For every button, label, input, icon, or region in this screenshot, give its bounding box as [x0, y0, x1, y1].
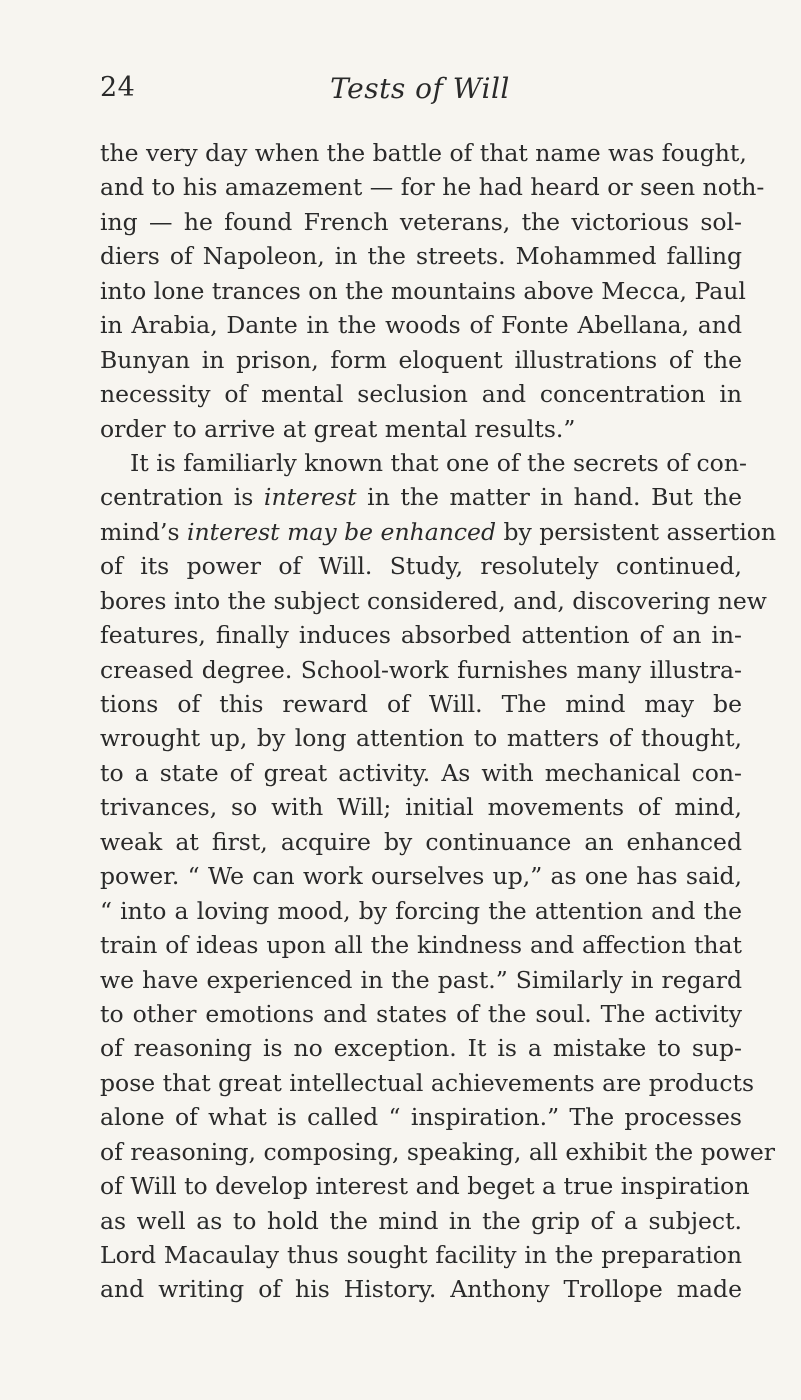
text-line: It is familiarly known that one of the secrets of con- [130, 448, 747, 477]
text-line: power. “ We can work ourselves up,” as one has said, [100, 862, 742, 891]
text-segment: centration is [100, 483, 264, 512]
text-segment: in the matter in hand. But the [356, 483, 743, 512]
text-line: order to arrive at great mental results.” [100, 414, 576, 443]
text-line: the very day when the battle of that name was fought, [100, 139, 747, 167]
text-line: of reasoning is no exception. It is a mistake to sup- [100, 1034, 742, 1063]
text-line [100, 480, 742, 514]
text-line: necessity of mental seclusion and concentration in [100, 380, 742, 409]
text-line: alone of what is called “ inspiration.” The processes [100, 1103, 742, 1132]
text-line [100, 515, 776, 549]
text-line: of Will to develop interest and beget a true inspiration [100, 1172, 750, 1201]
text-line: diers of Napoleon, in the streets. Mohammed falling [100, 242, 742, 271]
text-line: Bunyan in prison, form eloquent illustrations of the [100, 345, 742, 374]
text-line: as well as to hold the mind in the grip of a subject. [100, 1206, 742, 1235]
text-segment: by persistent assertion [496, 517, 776, 546]
page-number: 24 [100, 72, 136, 103]
text-line: to a state of great activity. As with mechanical con- [100, 758, 742, 787]
text-line: weak at first, acquire by continuance an enhanced [100, 827, 742, 856]
italic-emphasis: interest may be enhanced [186, 517, 496, 546]
text-line: trivances, so with Will; initial movements of mind, [100, 793, 742, 822]
text-line: and writing of his History. Anthony Trollope made [100, 1275, 742, 1304]
text-line: pose that great intellectual achievements are products [100, 1068, 755, 1097]
text-line: and to his amazement — for he had heard or seen noth- [100, 173, 765, 202]
text-line: features, finally induces absorbed attention of an in- [100, 621, 742, 650]
text-line: to other emotions and states of the soul. The activity [100, 999, 742, 1028]
text-line: into lone trances on the mountains above Mecca, Paul [100, 276, 746, 305]
running-title: Tests of Will [330, 72, 510, 105]
text-line: ing — he found French veterans, the victorious sol- [100, 207, 742, 236]
body-text [100, 136, 776, 1307]
text-line: in Arabia, Dante in the woods of Fonte Abellana, and [100, 311, 742, 340]
text-line: train of ideas upon all the kindness and affection that [100, 931, 742, 960]
text-line: Lord Macaulay thus sought facility in the preparation [100, 1241, 742, 1269]
text-segment: mind’s [100, 517, 187, 546]
italic-emphasis: interest [263, 483, 357, 512]
page-header [100, 72, 740, 116]
text-line: tions of this reward of Will. The mind may be [100, 690, 742, 718]
text-line: wrought up, by long attention to matters of thought, [100, 724, 742, 753]
text-line: bores into the subject considered, and, discovering new [100, 586, 767, 615]
text-line: “ into a loving mood, by forcing the attention and the [100, 896, 742, 925]
text-line: creased degree. School-work furnishes many illustra- [100, 655, 742, 684]
text-line: we have experienced in the past.” Similarly in regard [100, 965, 742, 994]
text-line: of reasoning, composing, speaking, all exhibit the power [100, 1137, 776, 1166]
text-line: of its power of Will. Study, resolutely continued, [100, 552, 742, 581]
